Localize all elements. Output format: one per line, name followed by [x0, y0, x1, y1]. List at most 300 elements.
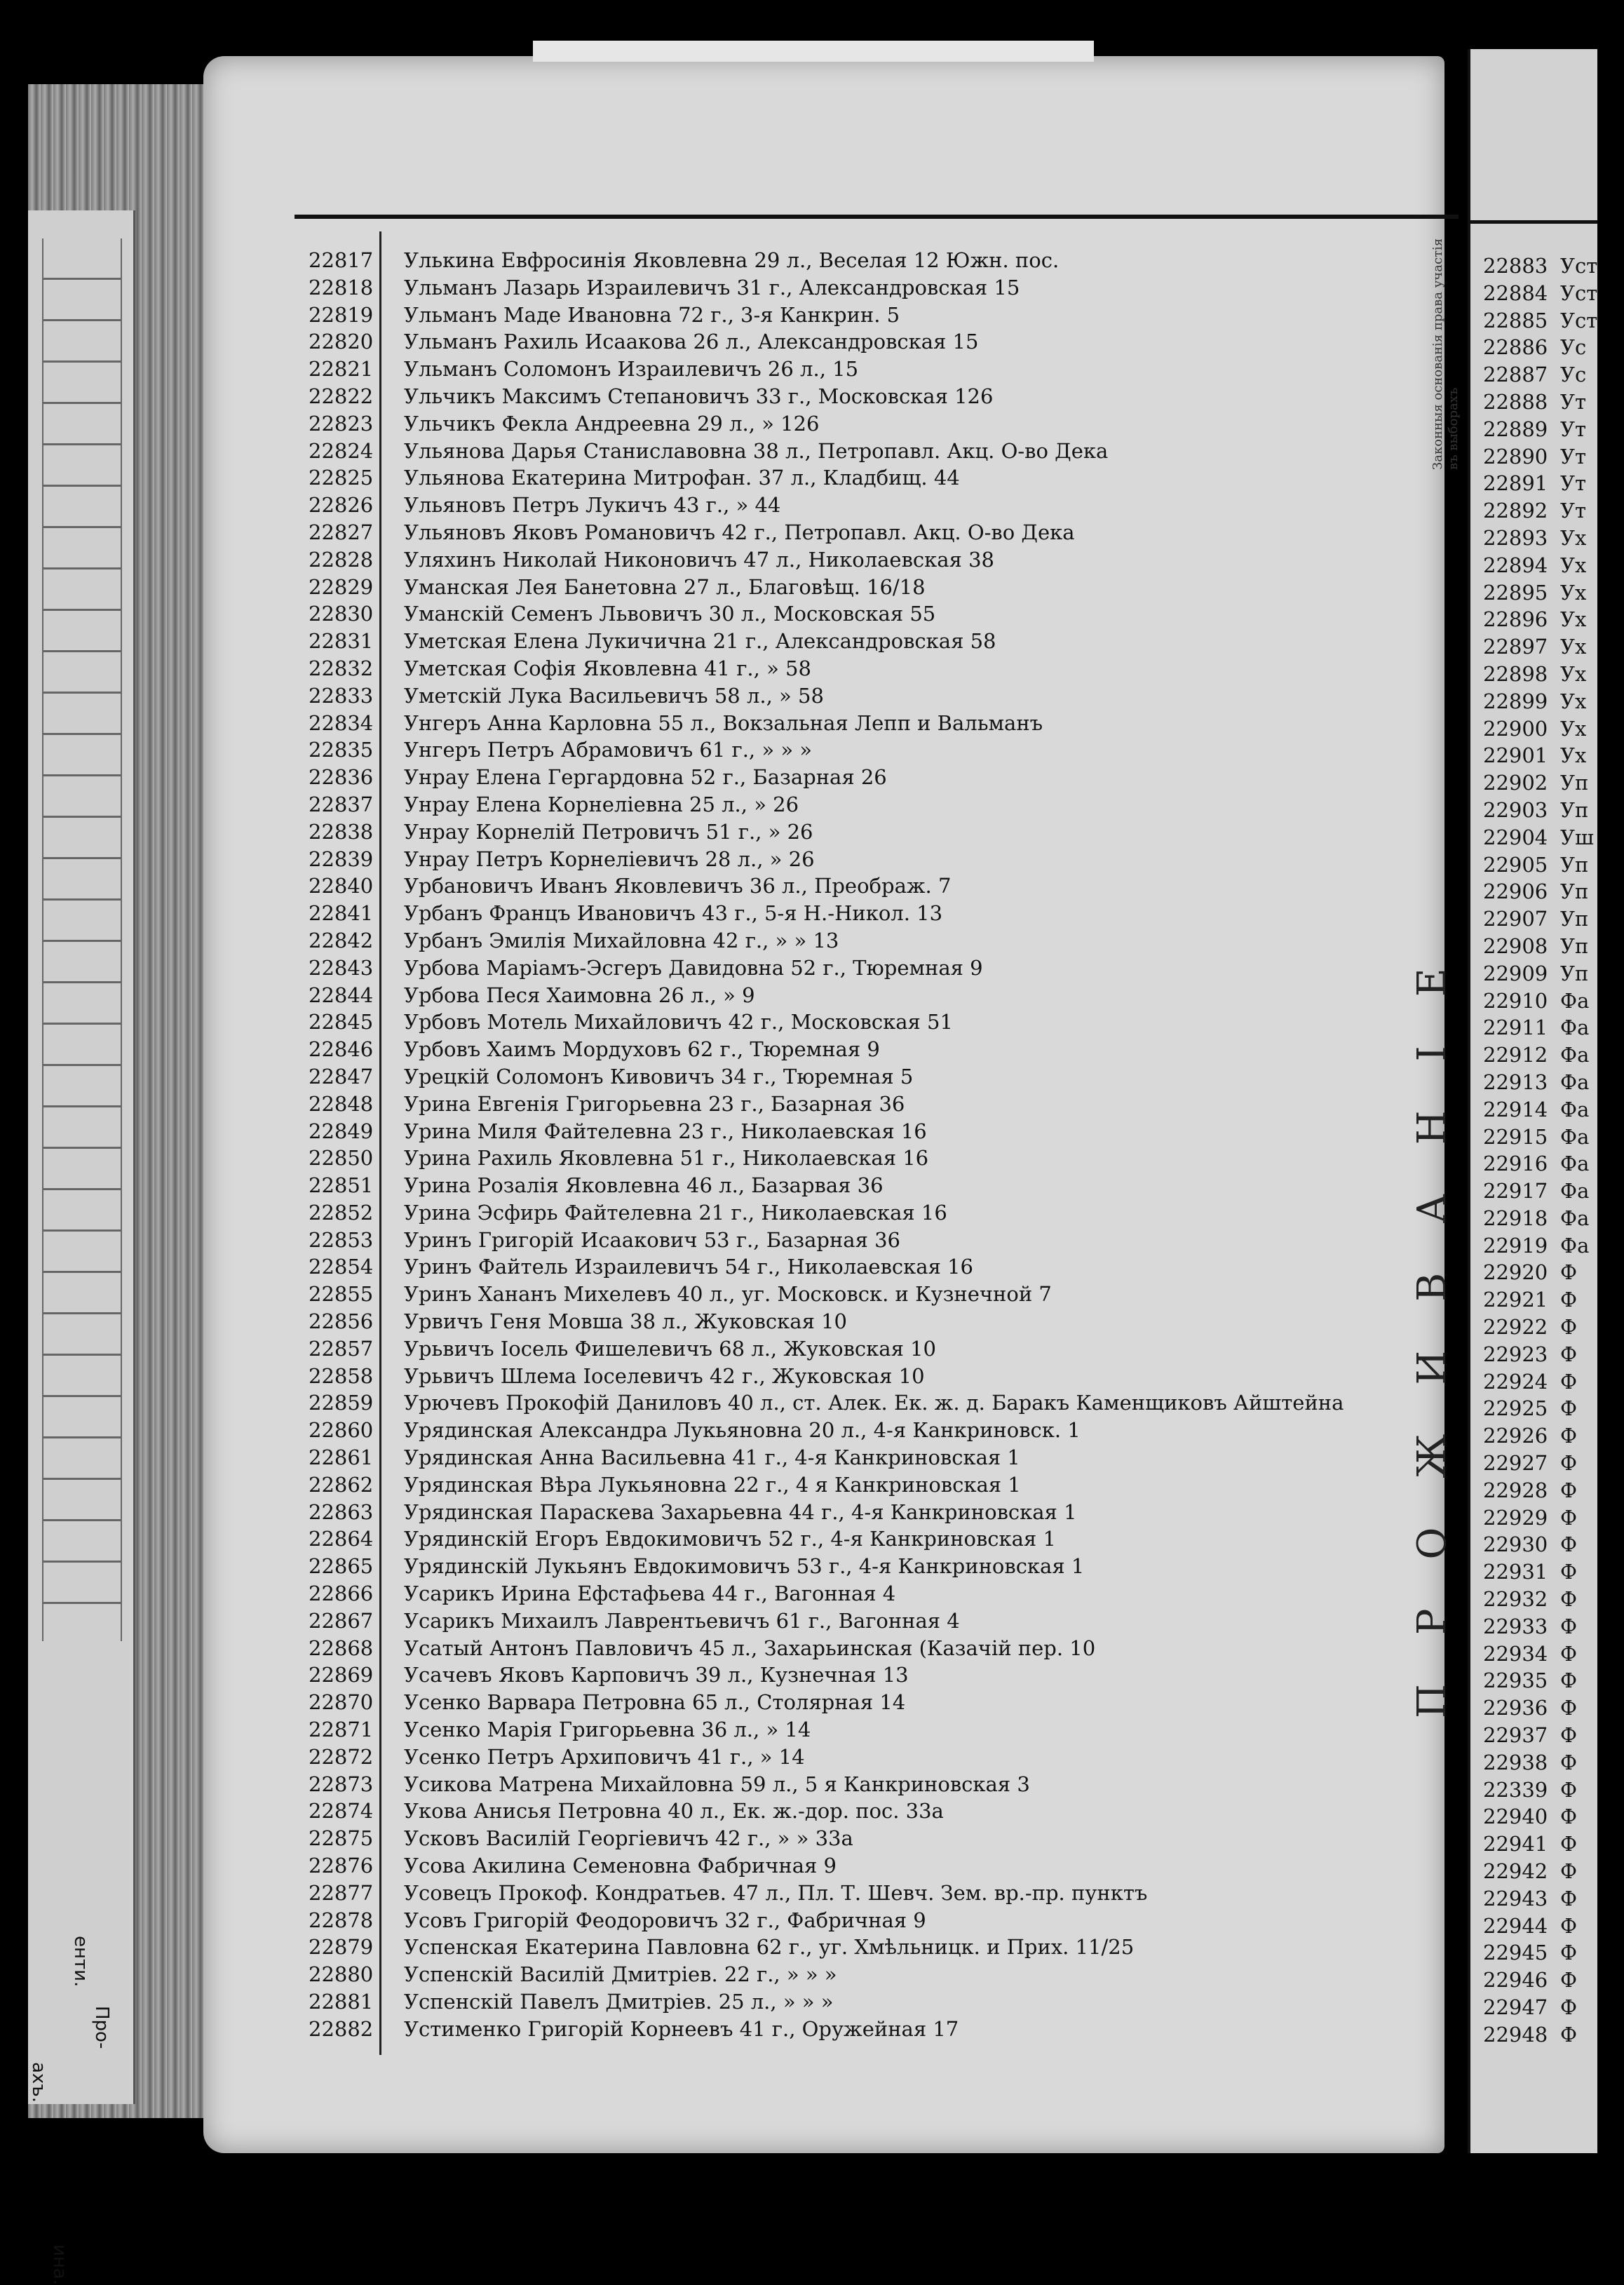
entry-text: Ф: [1560, 1913, 1578, 1938]
entry-text: Уст: [1560, 254, 1598, 278]
entry-number: 22883: [1483, 254, 1548, 278]
list-item: [309, 1091, 1402, 1118]
entry-number: 22895: [1483, 580, 1548, 605]
entry-number: 22903: [1483, 797, 1548, 822]
list-item: [309, 2016, 1402, 2043]
entry-text: Уринъ Хананъ Михелевъ 40 л., уг. Московск. и Кузнечной 7: [404, 1282, 1052, 1307]
entry-number: 22857: [309, 1336, 374, 1361]
entry-number: 22877: [309, 1880, 374, 1905]
list-item: [1483, 1558, 1597, 1586]
entry-number: 22936: [1483, 1696, 1548, 1720]
list-item: [309, 1009, 1402, 1036]
list-item: [1483, 878, 1597, 905]
entry-text: Урбовъ Мотель Михайловичъ 42 г., Московская 51: [404, 1010, 953, 1034]
entry-text: Ух: [1560, 743, 1587, 768]
entry-text: Укова Анисья Петровна 40 л., Ек. ж.-дор. пос. 33а: [404, 1799, 944, 1824]
entry-number: 22818: [309, 275, 374, 299]
entry-number: 22909: [1483, 961, 1548, 985]
entry-text: Усенко Варвара Петровна 65 л., Столярная 14: [404, 1690, 906, 1715]
entry-number: 22908: [1483, 933, 1548, 958]
entry-text: Уп: [1560, 933, 1589, 958]
entry-text: Ф: [1560, 1723, 1578, 1748]
entry-number: 22894: [1483, 553, 1548, 577]
entry-number: 22897: [1483, 635, 1548, 659]
entry-number: 22854: [309, 1255, 374, 1279]
entry-text: Ульяновъ Петръ Лукичъ 43 г., » 44: [404, 493, 781, 518]
entry-number: 22946: [1483, 1968, 1548, 1993]
entry-text: Уманскій Семенъ Львовичъ 30 л., Московская 55: [404, 602, 936, 626]
entry-text: Ф: [1560, 1859, 1578, 1884]
entry-number: 22919: [1483, 1233, 1548, 1258]
entry-text: Урядинскій Егоръ Евдокимовичъ 52 г., 4-я Канкриновская 1: [404, 1527, 1056, 1551]
entry-number: 22821: [309, 357, 374, 382]
entry-text: Урина Рахиль Яковлевна 51 г., Николаевская 16: [404, 1146, 929, 1171]
entry-number: 22893: [1483, 525, 1548, 550]
entry-number: 22848: [309, 1091, 374, 1116]
entry-number: 22889: [1483, 417, 1548, 441]
entry-text: Усенко Марія Григорьевна 36 л., » 14: [404, 1718, 811, 1742]
entry-text: Урядинская Параскева Захарьевна 44 г., 4-я Канкриновская 1: [404, 1499, 1077, 1524]
entry-number: 22901: [1483, 743, 1548, 768]
entry-number: 22844: [309, 983, 374, 1007]
list-item: [1483, 688, 1597, 715]
entry-number: 22830: [309, 602, 374, 626]
entry-number: 22890: [1483, 444, 1548, 469]
list-item: [309, 546, 1402, 574]
entry-number: 22863: [309, 1499, 374, 1524]
entry-text: Урядинская Анна Васильевна 41 г., 4-я Канкриновская 1: [404, 1445, 1020, 1470]
entry-number: 22838: [309, 819, 374, 844]
entry-text: Урбанъ Францъ Ивановичъ 43 г., 5-я Н.-Никол. 13: [404, 901, 943, 926]
entry-number: 22847: [309, 1064, 374, 1088]
list-item: [309, 872, 1402, 900]
list-item: [309, 1907, 1402, 1934]
list-item: [1483, 497, 1597, 525]
entry-number: 22851: [309, 1173, 374, 1198]
list-item: [1483, 552, 1597, 579]
list-item: [309, 1172, 1402, 1199]
list-item: [1483, 905, 1597, 933]
entry-text: Ф: [1560, 1451, 1578, 1476]
entry-text: Урина Миля Файтелевна 23 г., Николаевская 16: [404, 1119, 927, 1143]
strip-grid: [42, 238, 122, 1641]
entry-text: Фа: [1560, 1070, 1590, 1094]
entry-text: Уп: [1560, 961, 1589, 985]
entry-text: Усарикъ Михаилъ Лаврентьевичъ 61 г., Вагонная 4: [404, 1608, 960, 1633]
entry-number: 22827: [309, 520, 374, 544]
entry-number: 22879: [309, 1935, 374, 1960]
list-item: [309, 982, 1402, 1009]
entry-text: Уметская Софія Яковлевна 41 г., » 58: [404, 656, 811, 680]
list-item: [309, 383, 1402, 410]
list-item: [309, 464, 1402, 492]
list-item: [1483, 1150, 1597, 1178]
entry-number: 22339: [1483, 1777, 1548, 1802]
entry-number: 22932: [1483, 1587, 1548, 1612]
entry-text: Ф: [1560, 1641, 1578, 1666]
list-item: [1483, 1640, 1597, 1668]
entry-text: Унрау Петръ Корнеліевичъ 28 л., » 26: [404, 847, 815, 871]
list-item: [309, 492, 1402, 519]
list-item: [309, 1988, 1402, 2016]
list-item: [1483, 1994, 1597, 2021]
entry-number: 22823: [309, 411, 374, 436]
entry-number: 22884: [1483, 281, 1548, 305]
list-item: [309, 900, 1402, 927]
entry-number: 22842: [309, 928, 374, 952]
list-item: [1483, 1450, 1597, 1477]
entry-text: Ульманъ Лазарь Израилевичъ 31 г., Александровская 15: [404, 275, 1020, 299]
list-item: [1483, 1749, 1597, 1777]
entry-number: 22929: [1483, 1505, 1548, 1530]
entry-number: 22817: [309, 248, 374, 272]
entry-number: 22887: [1483, 363, 1548, 387]
entry-text: Ф: [1560, 1505, 1578, 1530]
entry-text: Усовъ Григорій Феодоровичъ 32 г., Фабричная 9: [404, 1908, 926, 1932]
entry-number: 22942: [1483, 1859, 1548, 1884]
entry-text: Фа: [1560, 1152, 1590, 1176]
list-item: [1483, 1504, 1597, 1532]
left-margin-strip: [28, 210, 135, 2285]
entry-text: Ф: [1560, 1424, 1578, 1448]
entry-text: Ф: [1560, 1587, 1578, 1612]
entry-number: 22918: [1483, 1206, 1548, 1230]
entry-number: 22834: [309, 710, 374, 735]
entry-text: Уметскій Лука Васильевичъ 58 л., » 58: [404, 683, 824, 708]
list-item: [309, 1389, 1402, 1417]
entry-text: Ф: [1560, 1941, 1578, 1965]
entry-text: Урьвичъ Шлема Іоселевичъ 42 г., Жуковская 10: [404, 1363, 925, 1388]
entry-text: Уп: [1560, 907, 1589, 931]
entry-number: 22869: [309, 1663, 374, 1687]
entry-number: 22861: [309, 1445, 374, 1470]
list-item: [309, 1308, 1402, 1335]
entry-number: 22899: [1483, 689, 1548, 713]
list-item: [1483, 1885, 1597, 1913]
entry-text: Урбановичъ Иванъ Яковлевичъ 36 л., Преображ. 7: [404, 874, 952, 898]
entry-number: 22947: [1483, 1995, 1548, 2019]
entry-number: 22906: [1483, 879, 1548, 904]
list-item: [1483, 1667, 1597, 1694]
entry-number: 22866: [309, 1582, 374, 1606]
list-item: [309, 1281, 1402, 1308]
entry-text: Ух: [1560, 661, 1587, 686]
list-item: [1483, 933, 1597, 960]
entry-number: 22852: [309, 1200, 374, 1225]
entry-number: 22930: [1483, 1532, 1548, 1557]
entry-text: Усачевъ Яковъ Карповичъ 39 л., Кузнечная 13: [404, 1663, 909, 1687]
entry-text: Ф: [1560, 1342, 1578, 1366]
entry-text: Ух: [1560, 635, 1587, 659]
strip-label: ахъ.: [28, 2062, 49, 2103]
entry-text: Усарикъ Ирина Ефстафьева 44 г., Вагонная 4: [404, 1582, 896, 1606]
entry-text: Ф: [1560, 1369, 1578, 1394]
entry-number: 22904: [1483, 825, 1548, 849]
list-item: [1483, 824, 1597, 851]
entry-text: Фа: [1560, 1206, 1590, 1230]
list-item: [1483, 1586, 1597, 1613]
list-item: [1483, 1722, 1597, 1749]
list-item: [1483, 661, 1597, 688]
list-item: [1483, 470, 1597, 497]
entry-number: 22924: [1483, 1369, 1548, 1394]
entry-number: 22862: [309, 1472, 374, 1497]
entry-number: 22881: [309, 1990, 374, 2014]
strip-label: енти.: [70, 1936, 91, 1988]
entry-text: Ф: [1560, 1832, 1578, 1856]
entry-text: Урбовъ Хаимъ Мордуховъ 62 г., Тюремная 9: [404, 1037, 880, 1062]
list-item: [1483, 334, 1597, 361]
list-item: [309, 1607, 1402, 1635]
entry-number: 22913: [1483, 1070, 1548, 1094]
entry-text: Ф: [1560, 1968, 1578, 1993]
entry-text: Ф: [1560, 1260, 1578, 1285]
entry-number: 22846: [309, 1037, 374, 1062]
entry-text: Уринъ Григорій Исаакович 53 г., Базарная 36: [404, 1227, 900, 1252]
entry-number: 22902: [1483, 771, 1548, 795]
list-item: [1483, 307, 1597, 335]
list-item: [309, 1689, 1402, 1716]
entry-number: 22935: [1483, 1669, 1548, 1693]
entry-text: Ух: [1560, 525, 1587, 550]
list-item: [309, 1716, 1402, 1744]
list-item: [309, 1934, 1402, 1961]
list-item: [1483, 1178, 1597, 1205]
entry-text: Ульянова Дарья Станиславовна 38 л., Петропавл. Акц. О-во Дека: [404, 438, 1109, 463]
entry-text: Ух: [1560, 580, 1587, 605]
list-item: [1483, 2021, 1597, 2049]
entry-number: 22911: [1483, 1016, 1548, 1040]
list-item: [1483, 1422, 1597, 1450]
entry-number: 22836: [309, 765, 374, 790]
entry-number: 22922: [1483, 1315, 1548, 1340]
entry-text: Уст: [1560, 308, 1598, 332]
entry-number: 22928: [1483, 1478, 1548, 1502]
entry-number: 22845: [309, 1010, 374, 1034]
list-item: [1483, 361, 1597, 389]
entry-text: Фа: [1560, 1124, 1590, 1149]
entry-text: Урина Евгенія Григорьевна 23 г., Базарная 36: [404, 1091, 905, 1116]
entry-number: 22905: [1483, 852, 1548, 877]
list-item: [1483, 1613, 1597, 1640]
entry-number: 22944: [1483, 1913, 1548, 1938]
entry-number: 22841: [309, 901, 374, 926]
list-item: [1483, 1259, 1597, 1286]
entry-text: Ульманъ Маде Ивановна 72 г., 3-я Канкрин. 5: [404, 302, 900, 327]
entry-text: Ф: [1560, 1315, 1578, 1340]
entry-text: Ф: [1560, 1396, 1578, 1421]
entry-number: 22870: [309, 1690, 374, 1715]
list-item: [309, 1335, 1402, 1363]
entry-text: Фа: [1560, 1179, 1590, 1204]
list-item: [1483, 1477, 1597, 1504]
entry-number: 22837: [309, 792, 374, 816]
entry-number: 22937: [1483, 1723, 1548, 1748]
entry-number: 22833: [309, 683, 374, 708]
entry-number: 22923: [1483, 1342, 1548, 1366]
list-item: [1483, 1368, 1597, 1396]
entry-text: Уметская Елена Лукичична 21 г., Александровская 58: [404, 629, 996, 654]
entry-text: Уп: [1560, 879, 1589, 904]
entry-number: 22859: [309, 1391, 374, 1415]
entry-text: Урина Эсфирь Файтелевна 21 г., Николаевская 16: [404, 1200, 947, 1225]
list-item: [309, 1036, 1402, 1063]
list-item: [1483, 252, 1597, 280]
list-item: [309, 736, 1402, 764]
entry-text: Унрау Корнелій Петровичъ 51 г., » 26: [404, 819, 813, 844]
list-item: [1483, 1803, 1597, 1831]
list-item: [1483, 1205, 1597, 1232]
entry-text: Уп: [1560, 852, 1589, 877]
entry-text: Ульянова Екатерина Митрофан. 37 л., Кладбищ. 44: [404, 466, 960, 490]
list-item: [309, 1744, 1402, 1771]
list-item: [309, 247, 1402, 274]
entry-text: Ульманъ Соломонъ Израилевичъ 26 л., 15: [404, 357, 859, 382]
list-item: [309, 328, 1402, 356]
entry-text: Унгеръ Анна Карловна 55 л., Вокзальная Лепп и Вальманъ: [404, 710, 1043, 735]
list-item: [1483, 633, 1597, 661]
entry-text: Унрау Елена Гергардовна 52 г., Базарная 26: [404, 765, 887, 790]
entry-text: Урбанъ Эмилія Михайловна 42 г., » » 13: [404, 928, 839, 952]
entry-text: Ф: [1560, 2022, 1578, 2047]
list-item: [1483, 1042, 1597, 1069]
list-item: [1483, 1831, 1597, 1858]
entry-number: 22819: [309, 302, 374, 327]
list-item: [1483, 1777, 1597, 1804]
entry-number: 22927: [1483, 1451, 1548, 1476]
entry-number: 22880: [309, 1962, 374, 1987]
list-item: [309, 764, 1402, 791]
list-item: [1483, 416, 1597, 443]
entry-text: Урбова Маріамъ-Эсгеръ Давидовна 52 г., Тюремная 9: [404, 955, 983, 980]
entry-text: Успенскій Павелъ Дмитріев. 25 л., » » »: [404, 1990, 834, 2014]
list-item: [1483, 1395, 1597, 1422]
entry-number: 22853: [309, 1227, 374, 1252]
adjacent-voter-list: [1483, 252, 1597, 2049]
entry-text: Улькина Евфросинія Яковлевна 29 л., Веселая 12 Южн. пос.: [404, 248, 1060, 272]
list-item: [1483, 1014, 1597, 1042]
entry-text: Ф: [1560, 1614, 1578, 1638]
entry-text: Усова Акилина Семеновна Фабричная 9: [404, 1854, 837, 1878]
list-item: [309, 1825, 1402, 1852]
entry-number: 22875: [309, 1826, 374, 1851]
entry-text: Ут: [1560, 499, 1587, 523]
entry-number: 22925: [1483, 1396, 1548, 1421]
strip-label: Про-: [91, 2006, 112, 2049]
entry-number: 22888: [1483, 389, 1548, 414]
entry-text: Усковъ Василій Георгіевичъ 42 г., » » 33а: [404, 1826, 853, 1851]
entry-text: Ух: [1560, 553, 1587, 577]
entry-number: 22900: [1483, 716, 1548, 741]
list-item: [1483, 1939, 1597, 1967]
vertical-column-header: Законныя основанія права участія въ выборахъ: [1430, 238, 1461, 470]
entry-number: 22943: [1483, 1886, 1548, 1910]
entry-number: 22896: [1483, 607, 1548, 632]
entry-text: Ф: [1560, 1560, 1578, 1584]
entry-text: Урвичъ Геня Мовша 38 л., Жуковская 10: [404, 1309, 847, 1334]
entry-text: Ф: [1560, 1532, 1578, 1557]
list-item: [309, 574, 1402, 601]
scan-border: [1597, 0, 1624, 2242]
list-item: [309, 628, 1402, 655]
entry-text: Ут: [1560, 471, 1587, 496]
entry-text: Ульчикъ Максимъ Степановичъ 33 г., Московская 126: [404, 384, 994, 408]
list-item: [1483, 1124, 1597, 1151]
entry-text: Усикова Матрена Михайловна 59 л., 5 я Канкриновская 3: [404, 1772, 1030, 1796]
entry-number: 22914: [1483, 1097, 1548, 1121]
entry-number: 22864: [309, 1527, 374, 1551]
entry-number: 22938: [1483, 1750, 1548, 1774]
list-item: [309, 955, 1402, 982]
list-item: [309, 600, 1402, 628]
list-item: [309, 682, 1402, 710]
entry-text: Уст: [1560, 281, 1598, 305]
vertical-column-title: ПРОЖИВАНІЕ: [1409, 919, 1455, 1718]
entry-number: 22891: [1483, 471, 1548, 496]
list-item: [309, 1798, 1402, 1825]
list-item: [309, 1880, 1402, 1907]
list-item: [1483, 1858, 1597, 1885]
adjacent-header-rule: [1470, 220, 1600, 224]
entry-number: 22843: [309, 955, 374, 980]
entry-number: 22824: [309, 438, 374, 463]
entry-number: 22868: [309, 1636, 374, 1660]
entry-number: 22873: [309, 1772, 374, 1796]
entry-text: Успенская Екатерина Павловна 62 г., уг. Хмѣльницк. и Прих. 11/25: [404, 1935, 1135, 1960]
entry-text: Уманская Лея Банетовна 27 л., Благовѣщ. 16/18: [404, 574, 926, 599]
entry-number: 22898: [1483, 661, 1548, 686]
list-item: [309, 274, 1402, 302]
list-item: [1483, 525, 1597, 552]
entry-number: 22941: [1483, 1832, 1548, 1856]
entry-text: Ут: [1560, 444, 1587, 469]
entry-number: 22865: [309, 1554, 374, 1579]
list-item: [309, 1961, 1402, 1988]
list-item: [309, 1145, 1402, 1172]
entry-text: Фа: [1560, 1016, 1590, 1040]
entry-number: 22926: [1483, 1424, 1548, 1448]
entry-text: Унрау Елена Корнеліевна 25 л., » 26: [404, 792, 799, 816]
entry-text: Ф: [1560, 1805, 1578, 1829]
entry-number: 22921: [1483, 1288, 1548, 1312]
list-item: [309, 1499, 1402, 1526]
entry-text: Унгеръ Петръ Абрамовичъ 61 г., » » »: [404, 738, 813, 762]
entry-number: 22849: [309, 1119, 374, 1143]
list-item: [309, 410, 1402, 438]
entry-text: Урьвичъ Іосель Фишелевичъ 68 л., Жуковская 10: [404, 1336, 936, 1361]
list-item: [1483, 1531, 1597, 1558]
entry-text: Ут: [1560, 389, 1587, 414]
entry-text: Урючевъ Прокофій Даниловъ 40 л., ст. Алек. Ек. ж. д. Баракъ Каменщиковъ Айштейна: [404, 1391, 1344, 1415]
list-item: [309, 1553, 1402, 1580]
list-item: [1483, 960, 1597, 988]
entry-text: Фа: [1560, 1097, 1590, 1121]
list-item: [309, 1635, 1402, 1662]
list-item: [309, 1661, 1402, 1689]
entry-number: 22931: [1483, 1560, 1548, 1584]
entry-text: Устименко Григорій Корнеевъ 41 г., Оружейная 17: [404, 2016, 959, 2041]
list-item: [309, 1118, 1402, 1145]
list-item: [1483, 606, 1597, 633]
entry-number: 22920: [1483, 1260, 1548, 1285]
list-item: [309, 356, 1402, 383]
entry-text: Уп: [1560, 797, 1589, 822]
entry-number: 22933: [1483, 1614, 1548, 1638]
entry-number: 22850: [309, 1146, 374, 1171]
entry-text: Ульчикъ Фекла Андреевна 29 л., » 126: [404, 411, 820, 436]
list-item: [1483, 1341, 1597, 1368]
list-item: [1483, 742, 1597, 769]
